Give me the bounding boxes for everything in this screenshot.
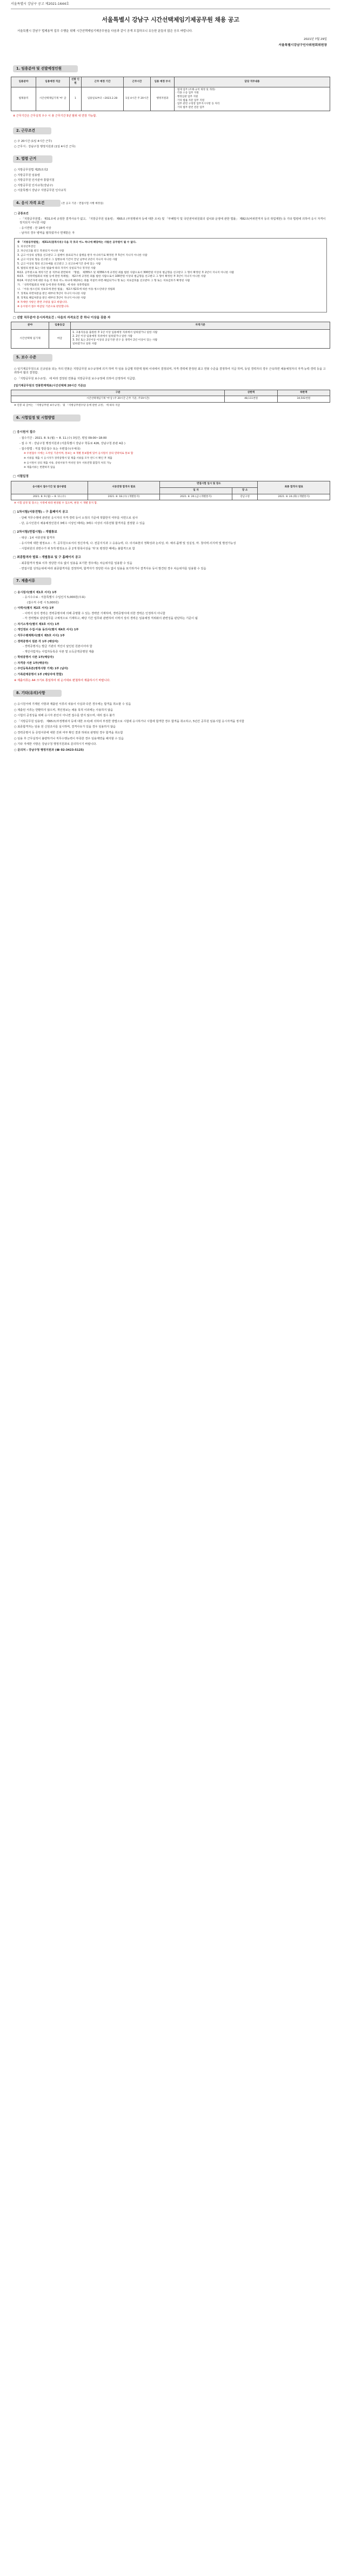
condition-line: ○ 주 20시간 (1일 4시간 근무) [14, 140, 52, 144]
doc-item-sub: (접수처 수령 시 5,000원) [27, 601, 59, 604]
th-sched-interview: 면접시험 일시 및 장소 [160, 481, 258, 488]
doc-item [14, 662, 327, 666]
step2-line: - 응시자에 대한 평정요소 : 가. 공무원으로서의 정신자세, 나. 전문지식과 그 응용능력, 다. 의사표현의 정확성과 논리성, 라. 예의·품행 및 성실성, 마. 창의력·의지력 및 발전가능성 [19, 541, 236, 545]
doc-item [14, 591, 327, 606]
box-line: 6의4. 미성년자에 대한 다음 각 목의 어느 하나에 해당하는 죄를 저질러 파면·해임되거나 형 또는 치료감호를 선고받아 그 형 또는 치료감호가 확정된 사람 [17, 280, 190, 283]
th-pay-min: 하한액 [277, 390, 330, 396]
criteria-line: 1. 고용직등을 출원한 후 1년 이상 임용예정 직위에서 일하였거나 일한 사람 [72, 331, 158, 335]
table-row [11, 396, 330, 403]
docs-note: ※ 제출서류는 A4 크기로 통일하여 위 순서대로 편철하여 제출하시기 바랍니다. [14, 679, 111, 683]
box-line: 6의2. 공무원으로 재직기간 중 직무와 관련하여 「형법」 제355조 및 제356조에 규정된 죄를 범한 사람으로서 300만원 이상의 벌금형을 선고받고 그 형이 확정된 후 2년이 지나지 아니한 사람 [17, 271, 234, 274]
doc-item-sub: - 경력증명서는 발급 기관의 직인이 날인된 원본이어야 함 [23, 645, 92, 649]
step2-line: - 대상 : 1차 서류전형 합격자 [19, 536, 55, 540]
th-duties: 담당 직무내용 [175, 77, 330, 87]
box-line: 2. 파산선고를 받고 복권되지 아니한 사람 [17, 249, 64, 253]
cell-qual-grade: 마급 [49, 330, 71, 349]
cell-sched: 2021. 8. 18.(수) (개별통지) [88, 494, 159, 500]
box-red-line: ※ 자세한 사항은 관련 조항을 참고 바랍니다. [17, 301, 68, 304]
step2-heading: □ 2차시험(면접시험) : 개별통보 [13, 531, 57, 534]
doc-item-sub: - 개인사업자는 사업자등록증 사본 및 소득금액증명원 제출 [23, 650, 95, 654]
final-line: - 최종합격자 발표 이후 정당한 사유 없이 임용을 포기한 경우에는 차순위자를 임용할 수 있음 [19, 562, 132, 566]
step1-heading: □ 1차시험(서류전형) : 구 홈페이지 공고 [13, 511, 68, 514]
final-line: - 면접시험 성적순위에 따라 최종합격자를 결정하며, 합격자가 정당한 사유 없이 임용을 포기하거나 결격사유 등이 발견된 경우 차순위자를 임용할 수 있음 [19, 567, 206, 570]
receipt-note: ※ 응시원서 상의 제출 서류, 증빙서류가 미비된 경우 서류전형 불합격 처리 가능 [24, 461, 112, 465]
notice-item: ○ 기타 자세한 사항은 강남구청 행정지원과로 문의하시기 바랍니다. [14, 743, 97, 746]
law-line: ○ 지방공무원 인사분야 통합지침 [14, 179, 55, 182]
box-red-line: ※ 응시원서 접수 마감일 기준으로 판단합니다. [17, 305, 70, 309]
doc-item-title: ○ 이력서(별지 제2호 서식) 1부 [14, 607, 54, 610]
th-grade: 임용예정 직급 [36, 77, 70, 87]
doc-item [14, 656, 327, 660]
common-req-title: □ 공통요건 [14, 212, 29, 216]
doc-item-title: ○ 학위증명서 사본 1부(해당자) [14, 656, 54, 660]
section-8-heading: 8. 기타(유의)사항 [13, 690, 62, 697]
cell-pay-min: 34,502천원 [277, 396, 330, 403]
box-line: 5. 금고 이상의 형의 선고유예를 선고받고 그 선고유예기간 중에 있는 사람 [17, 262, 101, 266]
table-row [11, 494, 330, 500]
box-line: 6. 법원의 판결 또는 다른 법률에 따라 자격이 상실되거나 정지된 사람 [17, 267, 96, 270]
duty-line: · 업무 관련 구청장 업무지시사항 등 처리 [176, 103, 220, 106]
positions-table [11, 77, 330, 111]
cell-count: 1 [70, 87, 82, 111]
law-line: ○ 지방공무원 인사규칙(강남구) [14, 183, 54, 187]
criteria-line: 3. 3년 또는 2년이상 이상의 공공기관 연구 등 경력이 2년 이상이 있는 사람 [72, 339, 158, 342]
duty-line: · 각종 소송 업무 지원 [176, 92, 199, 95]
section-5-heading: 5. 보수 수준 [13, 354, 52, 362]
cell-field: 법제용역 [11, 87, 36, 111]
th-sched-receipt: 응시원서 접수기간 및 접수방법 [11, 481, 88, 494]
box-line: 7. 징계로 파면처분을 받은 때부터 5년이 지나지 아니한 사람 [17, 293, 86, 296]
criteria-line: 2. 2년 이상 임용예정 직위에서 일하였거나 일한 사람 [72, 335, 132, 338]
cell-sched: 2021. 8. 9.(월) ~ 8. 11.(수) [11, 494, 88, 500]
doc-item-title: ○ 직무수행계획서(별지 제5호 서식) 1부 [14, 634, 65, 638]
cell-duties [175, 87, 330, 111]
section-4-subtitle: (본 공고 기준 : 면접시험 시행 예정일) [61, 202, 104, 205]
box-line: 4. 금고 이상의 형을 선고받고 그 집행유예 기간이 끝난 날부터 2년이 지나지 아니한 사람 [17, 258, 118, 261]
intro-paragraph: 서울특별시 강남구 법제용역 업무 수행을 위해 시간선택제임기제공무원을 다음과 같이 공개 모집하오니 유능한 분들의 많은 응모 바랍니다. [17, 29, 193, 33]
th-dept: 임용 예정 부서 [151, 77, 175, 87]
doc-item-title: ○ 경력증명서 원본 각 1부 (해당자) [14, 640, 59, 643]
notice-item: ○ 제출된 서류는 반환하지 않으며, 개인정보는 채용 목적 이외에는 사용하지 않음 [14, 708, 113, 712]
cell-dept: 행정지원과 [151, 87, 175, 111]
duty-line: · 기타 법무 관련 전문 업무 [176, 106, 205, 109]
th-sched-final: 최종 합격자 발표 [258, 481, 330, 494]
req-line: - 응시연령 : 만 18세 이상 [19, 226, 51, 230]
doc-item [14, 673, 327, 677]
cell-sched: 2021. 8. 20.(금) (개별통지) [160, 494, 232, 500]
schedule-table [11, 481, 330, 500]
condition-line: ○ 근무지 : 강남구청 행정지원과 (1일 4시간 근무) [14, 145, 76, 148]
doc-item-sub: - 각 경력별로 담당업무를 구체적으로 기재하고, 해당 기간 업무와 관련하여 이력서 상의 경력은 임용예정 직위와의 관련성을 판단하는 기준이 됨 [23, 617, 198, 621]
step1-line: - 당해 직무수행에 관련된 응시자의 자격·경력 등이 소정의 기준에 적합한지 여부를 서면으로 심사 [19, 516, 138, 520]
cell-pay-type: 시간선택제임기제 '마'급 (주 20시간 근무 기준, 주19시간) [11, 396, 225, 403]
pay-table [11, 390, 330, 403]
section-1-heading: 1. 임용분야 및 선발예정인원 [13, 65, 78, 73]
duty-line: · 기타 법률 자문 업무 지원 [176, 99, 205, 102]
box-title: ※ 「지방공무원법」 제31조(결격사유) 다음 각 호의 어느 하나에 해당하는 사람은 공무원이 될 수 없다. [17, 241, 137, 244]
doc-item-title: ○ 가족관계증명서 1부 (해당자에 한함) [14, 672, 63, 676]
box-line: 8. 징계로 해임처분을 받은 때부터 3년이 지나지 아니한 사람 [17, 297, 86, 300]
th-sched-place: 장 소 [232, 488, 258, 494]
section-7-heading: 7. 제출서류 [13, 577, 51, 585]
pay-table-title: [임기제공무원의 연봉한계액표(시간선택제 20시간 기준)] [14, 384, 86, 388]
section-6-heading: 6. 시험일정 및 시험방법 [13, 414, 81, 422]
law-line: ○ 지방공무원 임용령 [14, 173, 40, 177]
box-line: 6의3. 「성폭력범죄의 처벌 등에 관한 특례법」 제2조에 규정된 죄를 범한 사람으로서 100만원 이상의 벌금형을 선고받고 그 형이 확정된 후 3년이 지나지 아니한 사람 [17, 275, 206, 278]
th-qual-criteria: 자격기준 [71, 322, 330, 330]
receipt-line: - 접 수 처 : 강남구청 행정지원과 (서울특별시 강남구 학동로 426, 강남구청 본관 4층 ) [19, 441, 125, 445]
notice-item: ○ 시험의 공정성을 위해 응시자 본인이 아니면 접수를 받지 않으며, 대리 접수 불가 [14, 714, 115, 718]
notice-item: ○ 최종합격자는 임용 전 신원조사를 실시하며, 결격사유가 있을 경우 임용하지 않음 [14, 725, 116, 729]
box-line: 나. 「아동·청소년의 성보호에 관한 법률」 제2조제2호에 따른 아동·청소년대상 성범죄 [17, 288, 115, 291]
box-line: 3. 금고 이상의 실형을 선고받고 그 집행이 종료되거나 집행을 받지 아니하기로 확정된 후 5년이 지나지 아니한 사람 [17, 254, 148, 257]
cell-period: 임용일로부터 ~2023.2.28 [82, 87, 124, 111]
doc-item-title: ○ 주민등록초본(병적사항 기재) 1부 (남자) [14, 667, 69, 671]
duty-line: · 법제 업무 (조례·규칙 제정 및 개정) [176, 88, 215, 91]
th-sched-doc: 서류전형 합격자 발표 [88, 481, 159, 494]
notice-item: ○ 「지방공무원 임용령」 제65조(부정행위자 등에 대한 조치)에 의하여 부정한 방법으로 시험에 응시하거나 시험에 합격한 경우 합격을 취소하고, 5년간 공무원 임용시험 응시자격을 정지함 [14, 719, 244, 723]
cell-sched: 2021. 8. 24.(화) (개별통지) [258, 494, 330, 500]
notice-item: ○ 임용 후 근무실적이 불량하거나 직무수행능력이 부족한 경우 임용계약을 해지할 수 있음 [14, 737, 124, 740]
th-qual-field: 분야 [11, 322, 49, 330]
receipt-note: ※ 우편접수 시에는 도착일 기준이며, 통보는 ※ 개별 통보함에 있어 응시원서 상의 연락처로 통보 함 [24, 452, 133, 456]
table-row [11, 330, 330, 349]
th-field: 임용분야 [11, 77, 36, 87]
th-qual-grade: 임용등급 [49, 322, 71, 330]
criteria-line: 일하였거나 일한 사람 [72, 343, 97, 346]
th-pay-max: 상한액 [225, 390, 277, 396]
box-line: 가. 「성폭력범죄의 처벌 등에 관한 특례법」에 따른 성폭력범죄 [17, 284, 90, 287]
notice-item: ○ 응시원서에 기재된 사항과 제출된 서류의 내용이 사실과 다른 경우에는 합격을 취소할 수 있음 [14, 703, 131, 706]
req-line: - 남자의 경우 병역을 필하였거나 면제받은 자 [19, 232, 75, 235]
page-title: 서울특별시 강남구 시간선택제임기제공무원 채용 공고 [102, 16, 239, 23]
doc-item [14, 640, 327, 655]
duty-line: · 행정심판 업무 지원 [176, 95, 198, 98]
cell-sched: 강남구청 [232, 494, 258, 500]
step2-line: - 시험위원의 과반수가 위 5개 평정요소 중 2개 항목이상을 ‘하’로 평정한 때에는 불합격으로 함 [19, 547, 135, 550]
doc-item [14, 634, 327, 638]
doc-item-title: ○ 자기소개서(별지 제3호 서식) 1부 [14, 622, 59, 626]
receipt-note: ※ 제출서류는 반환하지 않음 [24, 466, 56, 470]
table-row [11, 87, 330, 111]
doc-item [14, 607, 327, 621]
doc-item [14, 623, 327, 627]
cell-pay-max: 48,111천원 [225, 396, 277, 403]
pay-item: ○ 임기제공무원으로 신규임용 되는 자의 연봉은 지방공무원 보수규정에 의거 하며 각 임용 등급별 하한액 범위 이내에서 결정되며, 자격·경력에 한정된 최고 연봉 수준을 결정하여 지급 하며, 동일 경력자의 경우 근속하면 채용예정자의 자격·능력·경력 등을 고려하여 협의 결정함. [14, 367, 326, 375]
doc-item-title: ○ 개인정보 수집·이용 동의서(별지 제4호 서식) 1부 [14, 628, 79, 632]
th-period: 근무 예정 기간 [82, 77, 124, 87]
box-line: 1. 피성년후견인 [17, 245, 36, 248]
section-4-heading: 4. 응시 자격 요건 [13, 200, 61, 207]
law-line: ○ 지방공무원법 제25조의2 [14, 168, 48, 172]
doc-item-title: ○ 응시원서(별지 제1호 서식) 1부 [14, 590, 57, 594]
pay-note: ※ 연봉 외 급여는 「지방공무원 보수규정」 및 「지방공무원수당 등에 관한 규정」 에 따라 지급 [14, 404, 121, 407]
th-count: 선발 인원 [70, 77, 82, 87]
cell-grade: 시간선택제임기제 '마' 급 [36, 87, 70, 111]
th-sched-date: 일 자 [160, 488, 232, 494]
req-line: - 「지방공무원법」 제31조에 규정한 결격사유가 없고, 「지방공무원 임용령」 제65조 (부정행위자 등에 대한 조치) 및 「부패방지 및 국민권익위원회의 설치와 운영에 관한 법률」 제82조(비위면직자 등의 취업제한) 등 기타 법령에 의하여 응시 자격이 정지되지 아니한 사람 [19, 217, 326, 225]
notice-item: ○ 경력증명서 등 증빙서류에 대한 진위 여부 확인 결과 허위로 판명된 경우 합격을 취소함 [14, 731, 123, 735]
doc-item [14, 628, 327, 633]
disqualification-box [14, 238, 327, 312]
th-hours: 근무시간 [124, 77, 151, 87]
announcement-number: 서울특별시 강남구 공고 제2021-1644호 [11, 2, 330, 9]
schedule-heading: □ 시험일정 [13, 475, 29, 479]
law-line: ○ 서울특별시 강남구 지방공무원 인사규칙 [14, 189, 66, 193]
pay-item: ○ 「지방공무원 보수규정」 에 따라 결정된 연봉을 지방공무원 보수규정에 의하여 산정하여 지급함. [14, 377, 136, 380]
cell-hours: 1일 4시간 주 20시간 [124, 87, 151, 111]
cell-qual-criteria [71, 330, 330, 349]
section-1-note: ※ 근무기간은 근무실적 우수 시 총 근무기간 5년 범위 내 연장 가능함. [13, 114, 97, 118]
doc-item-title: ○ 자격증 사본 1부(해당자) [14, 661, 49, 665]
th-pay-type: 구분 [11, 390, 225, 396]
receipt-line: - 접수기간 : 2021. 8. 9.(월) ~ 8. 11.(수) 3일간, 평일 09:00~18:00 [19, 437, 107, 440]
doc-item [14, 667, 327, 671]
doc-item-sub: - 이력서 상의 경력은 경력증명서에 의해 증명할 수 있는 경력만 기재하며, 경력증명서에 의한 경력은 인정하지 아니함 [23, 611, 165, 615]
section-3-heading: 3. 법령 근거 [13, 155, 52, 163]
announcement-date: 2021년 7월 29일 [303, 38, 327, 42]
qualification-table [11, 322, 330, 349]
receipt-line: - 접수방법 : 직접 방문접수 또는 우편접수(우체국) [19, 447, 81, 451]
signer: 서울특별시강남구인사위원회위원장 [278, 44, 327, 47]
contact-line: ○ 문의처 : 강남구청 행정지원과 (☎ 02-3423-5125) [14, 748, 84, 752]
receipt-note: ※ 서류를 제출 시 응시자가 경력증명서 및 제출 서류를 모두 반드시 확인 후 제출 [24, 457, 112, 460]
receipt-heading: □ 응시원서 접수 [13, 431, 36, 434]
qualification-intro: □ 선발 직무분야 응시자격요건 : 다음의 자격요건 중 하나 이상을 갖춘 자 [13, 316, 111, 320]
final-heading: □ 최종합격자 발표 : 개별통보 및 구 홈페이지 공고 [13, 556, 81, 560]
schedule-note: ※ 시험 일정 및 장소는 사정에 따라 변경될 수 있으며, 변경 시 개별 통지 함. [14, 502, 98, 505]
cell-qual-field: 시간선택제 임기제 [11, 330, 49, 349]
step1-line: - 단, 응시인원이 채용예정인원의 3배수 이상인 때에는 3배수 이상의 서류전형 합격자를 결정할 수 있음 [19, 521, 145, 525]
section-2-heading: 2. 근무조건 [13, 127, 51, 135]
doc-item-sub: - 응시수수료 : 서울특별시 수입인지 5,000원(우표) [23, 596, 85, 600]
